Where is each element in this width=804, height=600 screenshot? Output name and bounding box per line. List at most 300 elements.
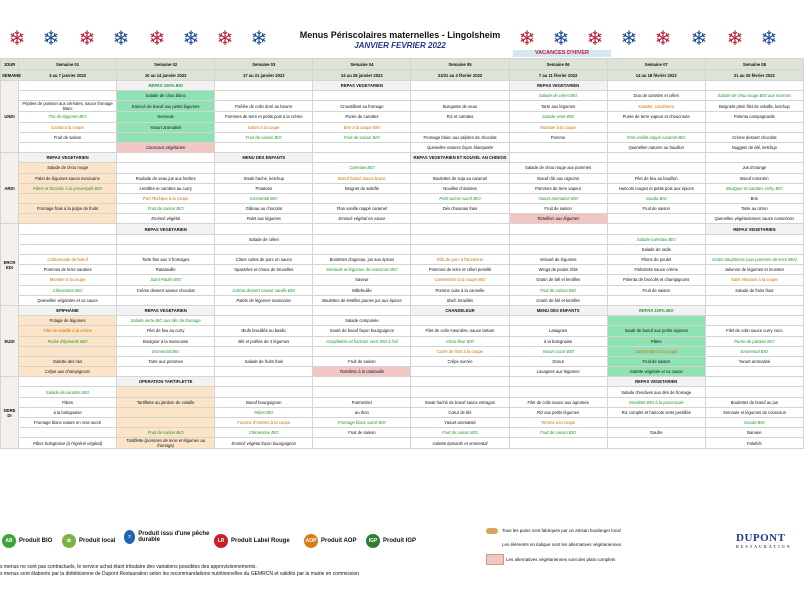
menu-cell: Salade de chou blanc xyxy=(117,91,215,101)
menu-cell: Duo de carottes et céleri xyxy=(607,91,705,101)
menu-cell xyxy=(705,81,803,91)
menu-cell: Galette épinards et emmental xyxy=(411,438,509,449)
footnote: s menus ne sont pas contractuels, le service achat étant tributaire des variations possibles des approvisionnements. s menus sont élaborés par la diététicienne de Dupont Restauration selon les recommandations nutritionnelles du GEMRCN et validés par la mairie en commission xyxy=(0,564,360,577)
menu-row xyxy=(1,234,804,244)
menu-cell: Salade de fruits frais xyxy=(215,356,313,366)
menu-cell: Fromage frais à la pulpe de fruits xyxy=(19,204,117,214)
menu-cell: Pommes de terre sautées xyxy=(19,265,117,275)
menu-cell: CHANDELEUR xyxy=(411,305,509,315)
menu-row xyxy=(1,438,804,449)
menu-cell: Salade de céleri xyxy=(215,234,313,244)
menu-row xyxy=(1,407,804,417)
menu-cell: Salade de chou rouge aux pommes xyxy=(509,163,607,173)
menu-row xyxy=(1,418,804,428)
column-dates: 31/01 au 4 février 2022 xyxy=(411,70,509,81)
menu-row xyxy=(1,295,804,305)
menu-cell xyxy=(705,234,803,244)
menu-row xyxy=(1,193,804,203)
menu-cell xyxy=(705,295,803,305)
note-italic: Les éléments en italique sont les alternatives végétariennes xyxy=(502,542,622,547)
menu-cell xyxy=(117,418,215,428)
snowflake-icon: ❄ xyxy=(690,28,708,50)
menu-cell xyxy=(607,224,705,234)
menu-cell: Quenelles natures façon blanquette xyxy=(411,142,509,152)
menu-cell xyxy=(705,367,803,377)
menu-cell: Clémentine BIO xyxy=(215,428,313,438)
menu-cell xyxy=(215,387,313,397)
snowflake-icon: ❄ xyxy=(78,28,96,50)
menu-cell: Coleslaw BIO xyxy=(313,163,411,173)
column-dates: 21 au 25 février 2022 xyxy=(705,70,803,81)
menu-cell xyxy=(705,387,803,397)
menu-row xyxy=(1,346,804,356)
menu-cell: Gratin de blé et lentilles xyxy=(509,295,607,305)
menu-cell: Blé et poêlée de 4 légumes xyxy=(215,336,313,346)
column-dates: SEMAINE xyxy=(1,70,19,81)
legend-local: ✿ Produit local xyxy=(62,534,115,548)
menu-cell xyxy=(411,387,509,397)
menu-cell: Sauté de boeuf aux petits oignons xyxy=(607,326,705,336)
menu-cell: Nuggets de blé, ketchup xyxy=(705,142,803,152)
menu-row xyxy=(1,122,804,132)
menu-cell xyxy=(313,153,411,163)
menu-cell: Clémentine BIO xyxy=(19,285,117,295)
menu-cell: Pilons de poulet xyxy=(607,255,705,265)
menu-cell: Boulgour à la marocaine xyxy=(117,336,215,346)
menu-cell xyxy=(509,234,607,244)
menu-cell: Palets de légumes marocains xyxy=(215,295,313,305)
menu-cell: Boulettes de lentilles jaunes jus aux épices xyxy=(313,295,411,305)
menu-cell xyxy=(19,244,117,254)
menu-cell: Crème dessert saveur vanille BIO xyxy=(215,285,313,295)
menu-cell: Haricots rouges et petits pois aux épices xyxy=(607,183,705,193)
menu-cell xyxy=(19,428,117,438)
menu-cell: Salade de chou rouge xyxy=(19,163,117,173)
legend-label-rouge: LR Produit Label Rouge xyxy=(214,534,290,548)
menu-cell xyxy=(607,418,705,428)
column-header: Semaine 02 xyxy=(117,59,215,70)
column-header: Semaine 06 xyxy=(509,59,607,70)
snowflake-icon: ❄ xyxy=(552,28,570,50)
snowflake-icon: ❄ xyxy=(112,28,130,50)
menu-cell: Falafels xyxy=(705,438,803,449)
menu-cell: Tartiflette (pommes de terre et légumes au fromage) xyxy=(117,438,215,449)
menu-cell xyxy=(411,163,509,173)
menu-cell xyxy=(117,132,215,142)
column-header: Semaine 03 xyxy=(215,59,313,70)
menu-cell: Salade de chou rouge BIO aux marrons xyxy=(705,91,803,101)
menu-cell: Brie à la coupe BIO xyxy=(313,122,411,132)
menu-cell: Semoule et légumes de couscous xyxy=(705,407,803,417)
column-header: Semaine 08 xyxy=(705,59,803,70)
menu-cell: Fruit de saison xyxy=(313,356,411,366)
menu-row xyxy=(1,91,804,101)
menu-cell: Emincé végétal en sauce xyxy=(313,214,411,224)
menu-cell: REPAS VEGETARIEN xyxy=(607,377,705,387)
menu-cell xyxy=(215,224,313,234)
menu-cell xyxy=(313,193,411,203)
menu-cell: Pomme xyxy=(509,132,607,142)
menu-cell: Gouda BIO xyxy=(607,193,705,203)
menu-cell: Galette des rois xyxy=(19,356,117,366)
menu-cell: Fromage blanc aux pépites de chocolat xyxy=(411,132,509,142)
menu-cell xyxy=(705,122,803,132)
menu-cell: Rôti de porc à l'ancienne xyxy=(411,255,509,265)
menu-cell xyxy=(607,295,705,305)
legend-notes xyxy=(486,528,686,563)
menu-cell: à la bolognaise xyxy=(509,336,607,346)
menu-cell: Spaetzles et choux de bruxelles xyxy=(215,265,313,275)
menu-cell xyxy=(411,377,509,387)
day-label: ERCR EDI xyxy=(1,224,19,306)
menu-cell xyxy=(215,377,313,387)
menu-cell: Carré de l'Est à la coupe xyxy=(411,346,509,356)
menu-cell: Gratin dauphinois (aux pommes de terre BIO) xyxy=(705,255,803,265)
menu-cell: Fruit de saison BIO xyxy=(509,428,607,438)
menu-cell: Salade d'endives aux dés de fromage xyxy=(607,387,705,397)
snowflake-icon: ❄ xyxy=(586,28,604,50)
menu-cell xyxy=(705,316,803,326)
column-dates: 17 au 21 janvier 2022 xyxy=(215,70,313,81)
menu-cell: Potatoes xyxy=(215,183,313,193)
menu-cell: EPIPHANIE xyxy=(19,305,117,315)
menu-cell xyxy=(411,214,509,224)
menu-cell: Steak haché, ketchup xyxy=(215,173,313,183)
menu-row xyxy=(1,153,804,163)
menu-cell: Tarte aux pommes xyxy=(117,356,215,366)
menu-cell xyxy=(509,316,607,326)
menu-cell: Salade de radis xyxy=(607,244,705,254)
menu-cell xyxy=(411,122,509,132)
menu-cell xyxy=(19,142,117,152)
menu-cell xyxy=(215,81,313,91)
menu-cell: Fishsticks sauce crème xyxy=(607,265,705,275)
menu-cell: Trio de légumes BIO xyxy=(19,112,117,122)
menu-cell: Fruit de saison BIO xyxy=(215,132,313,142)
menu-cell: REPAS 100% BIO xyxy=(117,81,215,91)
menu-cell xyxy=(705,153,803,163)
menu-cell: Carbonnade de boeuf xyxy=(19,255,117,265)
menu-cell xyxy=(215,305,313,315)
column-header: Semaine 04 xyxy=(313,59,411,70)
menu-cell: Millefeuille xyxy=(313,285,411,295)
menu-cell xyxy=(215,367,313,377)
igp-icon: IGP xyxy=(366,534,380,548)
menu-cell: Pépites de poisson aux céréales, sauce fromage blanc xyxy=(19,101,117,112)
menu-cell xyxy=(19,224,117,234)
snowflake-icon: ❄ xyxy=(216,28,234,50)
menu-row xyxy=(1,142,804,152)
menu-cell: Fruit de saison BIO xyxy=(117,204,215,214)
menu-cell: REPAS VEGETARIEN xyxy=(19,153,117,163)
menu-cell: Yaourt sucré BIO xyxy=(509,346,607,356)
menu-cell: Petit suisse sucré BIO xyxy=(411,193,509,203)
menu-cell: REPAS 100% BIO xyxy=(607,305,705,315)
menu-cell: Yaourt aromatisé xyxy=(117,122,215,132)
menu-cell: Munster à la coupe xyxy=(19,275,117,285)
menu-cell xyxy=(215,346,313,356)
menu-cell: Emincé végétal façon bourguignon xyxy=(215,438,313,449)
menu-cell xyxy=(509,438,607,449)
menu-cell: Beignet de salsifis xyxy=(313,183,411,193)
menu-cell: Galette végétale et sa sauce xyxy=(607,367,705,377)
menu-cell: Saint Nectaire à la coupe xyxy=(705,275,803,285)
menu-cell: Coquillettes et haricots verts BIO à l'ail xyxy=(313,336,411,346)
label-rouge-icon: LR xyxy=(214,534,228,548)
menu-cell: Port l'Evêque à la coupe xyxy=(117,193,215,203)
menu-cell: Chou-fleur BIO xyxy=(411,336,509,346)
menu-row xyxy=(1,132,804,142)
day-block-mardi xyxy=(1,153,804,224)
menu-cell: Fruit de saison xyxy=(19,132,117,142)
menu-cell: Purée de terre vapeur et choucroute xyxy=(607,112,705,122)
menu-cell xyxy=(19,81,117,91)
menu-cell: Cœur de blé xyxy=(411,407,509,417)
menu-row xyxy=(1,224,804,234)
column-header: JOUR xyxy=(1,59,19,70)
menu-cell xyxy=(509,224,607,234)
menu-cell xyxy=(19,377,117,387)
menu-cell: Velouté de légumes xyxy=(509,255,607,265)
menu-cell: REPAS VEGETARIEN ET NOUVEL AN CHINOIS xyxy=(411,153,509,163)
menu-row xyxy=(1,255,804,265)
menu-cell xyxy=(313,387,411,397)
menu-row xyxy=(1,173,804,183)
snowflake-icon: ❄ xyxy=(148,28,166,50)
menu-cell: Filet de lieu au curry xyxy=(117,326,215,336)
menu-cell xyxy=(117,153,215,163)
menu-cell: Fruit de saison BIO xyxy=(411,428,509,438)
menu-row xyxy=(1,367,804,377)
menu-cell: Dés d'ananas frais xyxy=(411,204,509,214)
dates-header-row xyxy=(1,70,804,81)
menu-cell: REPAS VEGETARIEN xyxy=(509,81,607,91)
menu-cell: Edam à la coupe xyxy=(215,122,313,132)
menu-cell xyxy=(117,407,215,417)
menu-cell: Œufs brouillés au basilic xyxy=(215,326,313,336)
menu-cell xyxy=(705,377,803,387)
menu-cell: Tomme à la coupe xyxy=(509,418,607,428)
column-dates: 14 au 18 février 2022 xyxy=(607,70,705,81)
menu-cell: Boulettes de soja au caramel xyxy=(411,173,509,183)
menu-cell xyxy=(509,153,607,163)
snowflake-icon: ❄ xyxy=(8,28,26,50)
menu-cell: Polenta campagnarde xyxy=(705,112,803,122)
menu-row xyxy=(1,326,804,336)
menu-row xyxy=(1,428,804,438)
menu-cell: Boeuf rôti aux oignons xyxy=(509,173,607,183)
menu-row xyxy=(1,377,804,387)
menu-cell: Omelette BIO à la provençale xyxy=(607,397,705,407)
menu-cell: Riz complet et haricots verts persillés xyxy=(607,407,705,417)
menu-cell: Munster à la coupe xyxy=(509,122,607,132)
menu-cell xyxy=(117,234,215,244)
menu-cell xyxy=(117,367,215,377)
menu-cell: REPAS VEGETARIEN xyxy=(117,224,215,234)
menu-cell: Saint Paulin BIO xyxy=(117,275,215,285)
menu-cell: Fruit de saison xyxy=(313,428,411,438)
menu-cell xyxy=(19,346,117,356)
menu-cell xyxy=(19,193,117,203)
menu-cell xyxy=(607,153,705,163)
menu-cell: Fruit de saison BIO xyxy=(509,285,607,295)
menu-cell: Tortellinis à la ratatouille xyxy=(313,367,411,377)
local-icon: ✿ xyxy=(62,534,76,548)
menu-cell xyxy=(117,163,215,173)
menu-cell: Pâtes xyxy=(607,336,705,346)
menu-cell: Roulade de veau jus aux herbes xyxy=(117,173,215,183)
menu-cell: Steak haché de boeuf sauce estragon xyxy=(411,397,509,407)
menu-cell: Filet de colin meunière, sauce tartare xyxy=(411,326,509,336)
snowflake-icon: ❄ xyxy=(620,28,638,50)
vacances-banner: VACANCES D'HIVER xyxy=(513,50,611,57)
column-dates: 24 au 28 janvier 2022 xyxy=(313,70,411,81)
menu-cell: Boeuf mironton xyxy=(705,173,803,183)
menu-row xyxy=(1,183,804,193)
day-block-vendredi xyxy=(1,377,804,449)
menu-cell xyxy=(313,346,411,356)
menu-row xyxy=(1,214,804,224)
menu-cell: Yaourt aromatisé xyxy=(411,418,509,428)
menu-cell: Semoule xyxy=(117,112,215,122)
menu-cell: Pommes de terre et céleri persillé xyxy=(411,265,509,275)
menu-cell xyxy=(509,377,607,387)
menu-cell: Pomme cuite à la cannelle xyxy=(411,285,509,295)
menu-row xyxy=(1,204,804,214)
menu-cell xyxy=(313,377,411,387)
menu-cell: Salade de fruits frais xyxy=(705,285,803,295)
menu-cell xyxy=(509,244,607,254)
menu-row xyxy=(1,285,804,295)
menu-cell xyxy=(411,234,509,244)
menu-row xyxy=(1,244,804,254)
menu-cell xyxy=(607,81,705,91)
menu-cell: Lasagnes aux légumes xyxy=(509,367,607,377)
menu-cell: REPAS VEGETARIEN xyxy=(313,81,411,91)
menu-cell: Flan vanille nappé caramel xyxy=(313,204,411,214)
menu-cell: Palet de légumes sauce mexicaine xyxy=(19,173,117,183)
menu-cell: Crêpe sucrée xyxy=(411,356,509,366)
menu-cell: Purée de patates BIO xyxy=(705,336,803,346)
menu-cell xyxy=(509,142,607,152)
menu-cell: Brie xyxy=(705,193,803,203)
menu-cell xyxy=(313,224,411,234)
snowflake-icon: ❄ xyxy=(518,28,536,50)
menu-cell xyxy=(215,316,313,326)
menu-cell xyxy=(705,244,803,254)
menu-cell: MENU DES ENFANTS xyxy=(509,305,607,315)
menu-cell: Boeuf braisé sauce brune xyxy=(313,173,411,183)
menu-cell: au thon xyxy=(313,407,411,417)
menu-cell: Fruit de saison xyxy=(607,204,705,214)
menu-cell xyxy=(215,163,313,173)
menu-cell: Purée d'épinards BIO xyxy=(19,336,117,346)
legend-peche: ≈ Produit issu d'une pêche durable xyxy=(124,530,214,544)
day-block-jeudi xyxy=(1,305,804,376)
menu-cell: Semoule et légumes de couscous BIO xyxy=(313,265,411,275)
menu-cell xyxy=(411,91,509,101)
menu-cell: Beignets plein filet de volaille, ketchup xyxy=(705,101,803,112)
column-header: Semaine 07 xyxy=(607,59,705,70)
menu-cell: Fruit de saison xyxy=(607,285,705,295)
menu-row xyxy=(1,163,804,173)
menu-cell: Couscous végétarien xyxy=(117,142,215,152)
menu-cell: Gouda BIO xyxy=(705,418,803,428)
menu-cell: Salade verte BIO xyxy=(509,112,607,122)
snowflake-icon: ❄ xyxy=(250,28,268,50)
menu-cell: Pâtes et brocolis à la provençale BIO xyxy=(19,183,117,193)
menu-cell: Tarte flan aux 3 fromages xyxy=(117,255,215,265)
menu-cell: Lentilles et carottes au curry xyxy=(117,183,215,193)
menu-cell xyxy=(411,316,509,326)
menu-cell: Boeuf bourguignon xyxy=(215,397,313,407)
menu-cell: Boulettes d'agneau, jus aux épices xyxy=(313,255,411,265)
menu-cell: Fruit de saison xyxy=(509,204,607,214)
menu-cell xyxy=(313,142,411,152)
menu-row xyxy=(1,356,804,366)
menu-cell xyxy=(313,438,411,449)
menu-cell: Saveur xyxy=(313,275,411,285)
column-dates: 3 au 7 janvier 2022 xyxy=(19,70,117,81)
menu-cell: Pâtes BIO xyxy=(215,407,313,417)
menu-cell: Gaufre xyxy=(607,428,705,438)
menu-row xyxy=(1,336,804,346)
menu-cell xyxy=(215,91,313,101)
menu-cell: Croustillant au fromage xyxy=(313,101,411,112)
menu-cell: Pâtes bolognaise (à l'égréné végétal) xyxy=(19,438,117,449)
menu-cell: Yaourt aromatisé xyxy=(705,356,803,366)
menu-cell xyxy=(19,91,117,101)
menu-cell: Crêpe aux champignons xyxy=(19,367,117,377)
menu-cell xyxy=(117,295,215,305)
snowflake-icon: ❄ xyxy=(726,28,744,50)
menu-cell: Tarte au citron xyxy=(705,204,803,214)
menu-cell xyxy=(313,244,411,254)
menu-cell xyxy=(215,244,313,254)
menu-cell: Parmentier xyxy=(313,397,411,407)
page-header xyxy=(0,0,800,56)
menu-row xyxy=(1,387,804,397)
menu-cell: Jus d'orange xyxy=(705,163,803,173)
menu-cell xyxy=(509,387,607,397)
menu-row xyxy=(1,101,804,112)
menu-cell: Camembert à la coupe xyxy=(607,346,705,356)
menu-cell xyxy=(607,163,705,173)
menu-cell xyxy=(607,438,705,449)
menu-cell: Donut xyxy=(509,356,607,366)
menu-cell: Côtes cuites de porc en sauce xyxy=(215,255,313,265)
page-title: Menus Périscolaires maternelles - Lingolsheim xyxy=(299,30,501,40)
menu-row xyxy=(1,316,804,326)
menu-cell xyxy=(607,214,705,224)
menu-cell: OPERATION TARTIFLETTE xyxy=(117,377,215,387)
menu-row xyxy=(1,112,804,122)
menu-cell: Pommes de terre vapeur xyxy=(509,183,607,193)
legend-aop: AOP Produit AOP xyxy=(304,534,356,548)
menu-cell: à la bolognaise xyxy=(19,407,117,417)
menu-cell xyxy=(19,214,117,224)
menu-cell: Tartiflette au jambon de volaille xyxy=(117,397,215,407)
day-label: ARDI xyxy=(1,153,19,224)
menu-cell: Poêlée de colin doré au beurre xyxy=(215,101,313,112)
menu-table xyxy=(0,58,804,449)
menu-cell: Tortellinis aux légumes xyxy=(509,214,607,224)
menu-cell: Palet aux légumes xyxy=(215,214,313,224)
day-block-mercredi xyxy=(1,224,804,306)
menu-cell: Fromage blanc sucré BIO xyxy=(313,418,411,428)
menu-cell: Polenta de brocolis et champignons xyxy=(607,275,705,285)
menu-cell: Filet de colin sauce curry coco xyxy=(705,326,803,336)
